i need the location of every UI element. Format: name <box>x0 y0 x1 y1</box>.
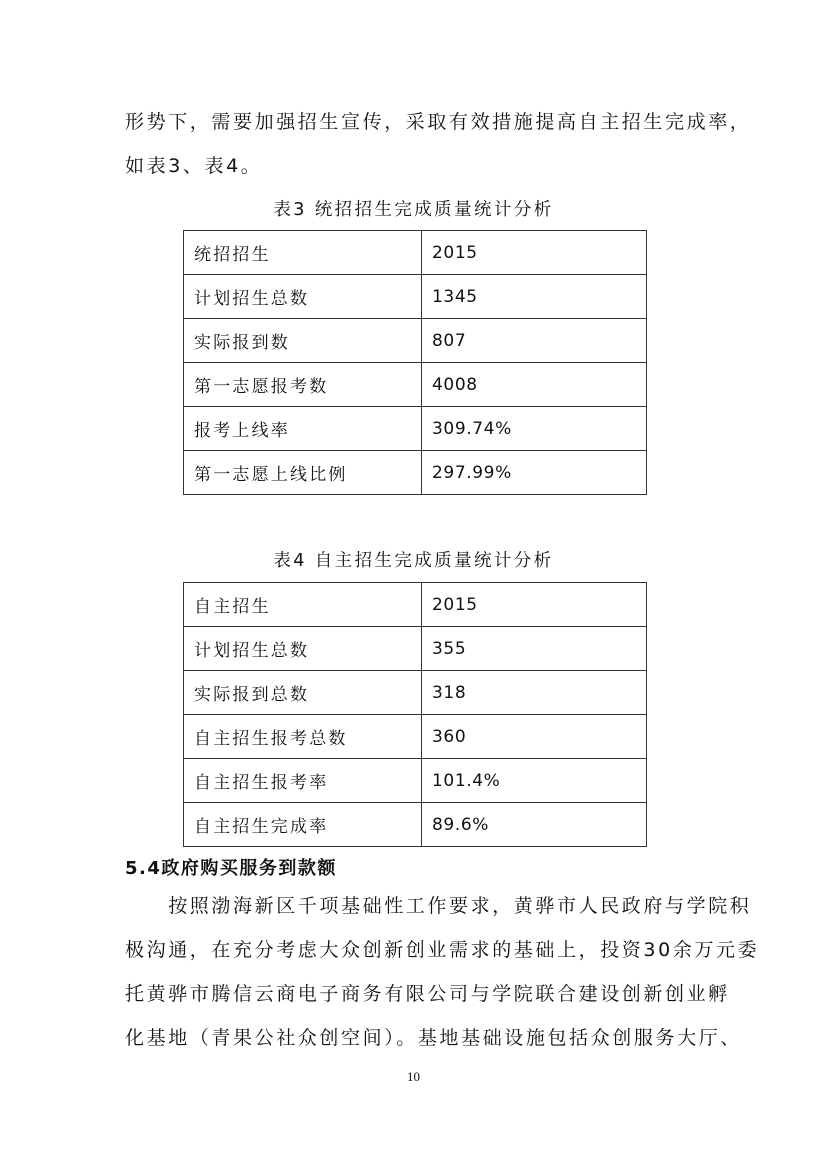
table-row <box>184 583 647 627</box>
table-cell-value: 807 <box>422 319 647 363</box>
table-row <box>184 627 647 671</box>
body-line: 托黄骅市腾信云商电子商务有限公司与学院联合建设创新创业孵 <box>125 983 730 1005</box>
table-cell-label: 报考上线率 <box>184 407 422 451</box>
body-line: 化基地（青果公社众创空间）。基地基础设施包括众创服务大厅、 <box>125 1027 742 1049</box>
intro-line: 如表3、表4。 <box>125 155 263 177</box>
table-row <box>184 231 647 275</box>
body-line: 按照渤海新区千项基础性工作要求，黄骅市人民政府与学院积 <box>125 895 752 917</box>
table4-caption: 表4 自主招生完成质量统计分析 <box>273 551 554 571</box>
table-row <box>184 671 647 715</box>
table-cell-value: 2015 <box>422 231 647 275</box>
table-cell-value: 360 <box>422 715 647 759</box>
table-row <box>184 715 647 759</box>
table-row <box>184 451 647 495</box>
page-number: 10 <box>407 1069 420 1084</box>
section-heading: 5.4政府购买服务到款额 <box>125 858 337 879</box>
table-cell-label: 自主招生报考总数 <box>184 715 422 759</box>
intro-line: 形势下，需要加强招生宣传，采取有效措施提高自主招生完成率， <box>125 111 752 133</box>
table-cell-value: 355 <box>422 627 647 671</box>
table-row <box>184 319 647 363</box>
table-cell-value: 4008 <box>422 363 647 407</box>
table-row <box>184 803 647 847</box>
table-cell-label: 实际报到总数 <box>184 671 422 715</box>
table-cell-label: 计划招生总数 <box>184 275 422 319</box>
table-row <box>184 759 647 803</box>
table3 <box>183 230 647 495</box>
table4 <box>183 582 647 847</box>
table-cell-value: 1345 <box>422 275 647 319</box>
body-line: 极沟通，在充分考虑大众创新创业需求的基础上，投资30余万元委 <box>125 939 760 961</box>
table-cell-label: 自主招生 <box>184 583 422 627</box>
table-cell-label: 自主招生报考率 <box>184 759 422 803</box>
table-cell-label: 计划招生总数 <box>184 627 422 671</box>
table-cell-value: 101.4% <box>422 759 647 803</box>
table-cell-value: 89.6% <box>422 803 647 847</box>
table3-caption: 表3 统招招生完成质量统计分析 <box>273 200 554 220</box>
table-cell-label: 第一志愿报考数 <box>184 363 422 407</box>
table-cell-label: 第一志愿上线比例 <box>184 451 422 495</box>
table-cell-value: 297.99% <box>422 451 647 495</box>
table-cell-value: 309.74% <box>422 407 647 451</box>
table-row <box>184 407 647 451</box>
table-cell-label: 统招招生 <box>184 231 422 275</box>
table-cell-value: 2015 <box>422 583 647 627</box>
table-row <box>184 363 647 407</box>
table-row <box>184 275 647 319</box>
table-cell-label: 自主招生完成率 <box>184 803 422 847</box>
table-cell-label: 实际报到数 <box>184 319 422 363</box>
table-cell-value: 318 <box>422 671 647 715</box>
